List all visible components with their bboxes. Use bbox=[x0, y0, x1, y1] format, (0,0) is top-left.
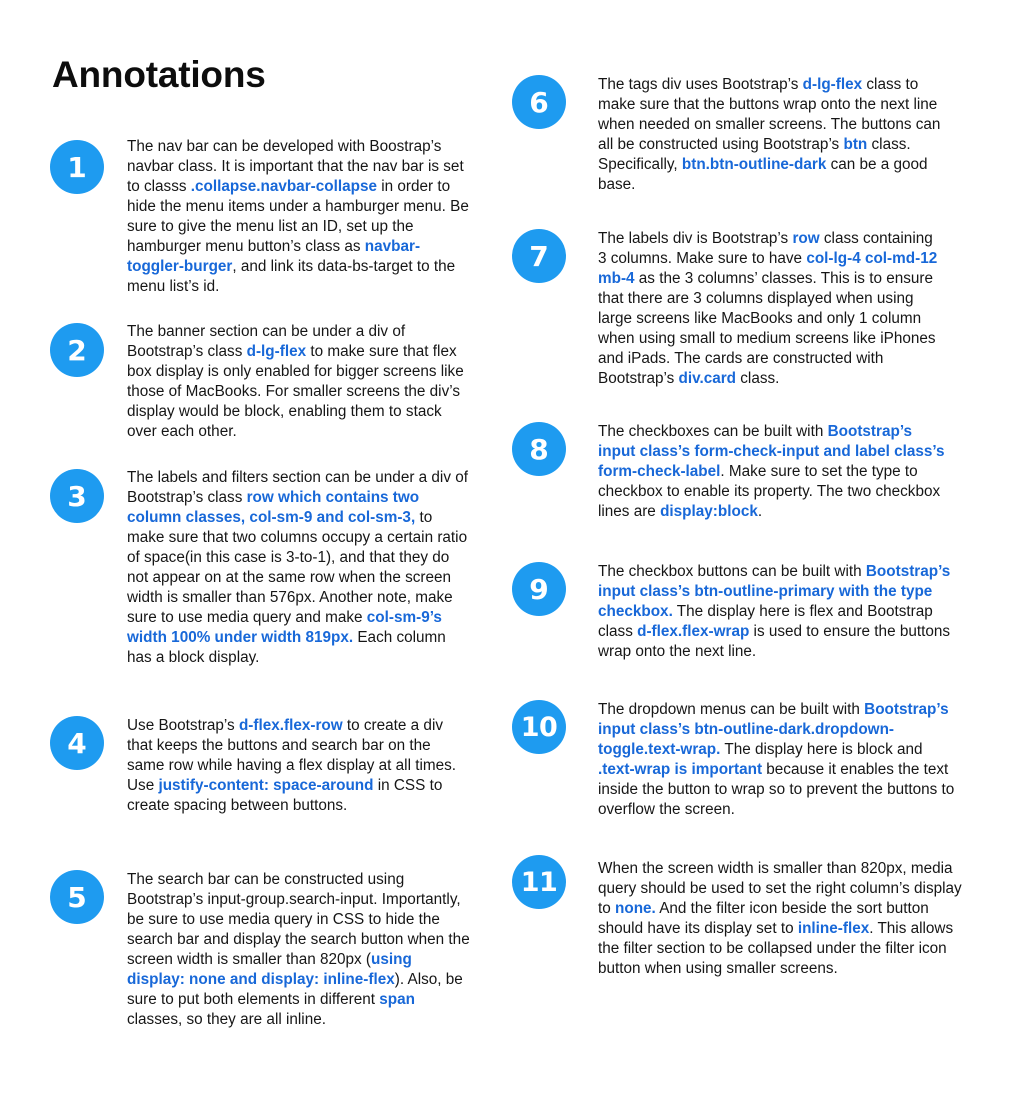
annotation-text-segment: is used to ensure the buttons wrap onto the next line. bbox=[598, 623, 951, 660]
annotation-text-segment: . Make sure to set the type to checkbox to enable its property. The two checkbox lines are bbox=[598, 463, 941, 520]
annotation-text-segment: , and link its data-bs-target to the menu list’s id. bbox=[127, 258, 456, 295]
annotation-number-badge: 6 bbox=[512, 75, 566, 129]
annotation-text bbox=[127, 137, 472, 297]
highlighted-code-term: row which contains two column classes, col-sm-9 and col-sm-3, bbox=[127, 489, 420, 526]
highlighted-code-term: d-lg-flex bbox=[246, 343, 307, 360]
annotation-text-segment: Use Bootstrap’s bbox=[127, 717, 239, 734]
annotation-text-segment: The dropdown menus can be built with bbox=[598, 701, 865, 718]
annotation-number-badge: 10 bbox=[512, 700, 566, 754]
highlighted-code-term: d-flex.flex-row bbox=[238, 717, 343, 734]
annotation-text-segment: The display here is flex and Bootstrap class bbox=[598, 603, 933, 640]
annotation-text bbox=[127, 468, 472, 668]
annotation-text bbox=[598, 75, 943, 195]
highlighted-code-term: btn bbox=[843, 136, 868, 153]
annotation-text-segment: . This allows the filter section to be collapsed under the filter icon button when using smaller screens. bbox=[598, 920, 954, 977]
annotation-number-badge: 5 bbox=[50, 870, 104, 924]
annotation-text-segment: ). Also, be sure to put both elements in different bbox=[127, 971, 463, 1008]
annotation-text-segment: class to make sure that the buttons wrap onto the next line when needed on smaller screens. The buttons can all be constructed using Bootstrap’s bbox=[598, 76, 941, 153]
highlighted-code-term: inline-flex bbox=[797, 920, 870, 937]
annotation-text-segment: because it enables the text inside the button to wrap so to prevent the buttons to overflow the screen. bbox=[598, 761, 955, 818]
annotation-text-segment: The tags div uses Bootstrap’s bbox=[598, 76, 803, 93]
annotation-text-segment: The banner section can be under a div of Bootstrap’s class bbox=[127, 323, 406, 360]
annotation-text-segment: as the 3 columns’ classes. This is to ensure that there are 3 columns displayed when using large screens like MacBooks and only 1 column when using small to medium screens like iPhones and iPads. The cards are constructed with Bootstrap’s bbox=[598, 270, 936, 387]
highlighted-code-term: Bootstrap’s input class’s btn-outline-primary with the type checkbox. bbox=[598, 563, 951, 620]
annotation-number-badge: 11 bbox=[512, 855, 566, 909]
annotation-number-badge: 3 bbox=[50, 469, 104, 523]
highlighted-code-term: row bbox=[792, 230, 820, 247]
annotation-text-segment: class containing 3 columns. Make sure to have bbox=[598, 230, 933, 267]
annotation-text bbox=[127, 716, 472, 816]
annotation-text-segment: And the filter icon beside the sort button should have its display set to bbox=[598, 900, 929, 937]
annotation-text-segment: The checkbox buttons can be built with bbox=[598, 563, 866, 580]
highlighted-code-term: navbar-toggler-burger bbox=[127, 238, 421, 275]
annotation-text-segment: The search bar can be constructed using Bootstrap’s input-group.search-input. Importantly, be sure to use media query in CSS to hide the search bar and display the search button when the screen width is smaller than 820px ( bbox=[127, 871, 470, 968]
highlighted-code-term: using display: none and display: inline-flex bbox=[127, 951, 412, 988]
annotation-text bbox=[127, 322, 472, 442]
annotation-text bbox=[598, 562, 968, 662]
annotation-text-segment: class. Specifically, bbox=[598, 136, 911, 173]
highlighted-code-term: col-sm-9’s width 100% under width 819px. bbox=[127, 609, 442, 646]
annotation-text-segment: The labels and filters section can be under a div of Bootstrap’s class bbox=[127, 469, 468, 506]
annotation-number-badge: 8 bbox=[512, 422, 566, 476]
highlighted-code-term: div.card bbox=[678, 370, 737, 387]
annotation-text bbox=[598, 859, 973, 979]
annotation-text-segment: to create a div that keeps the buttons and search bar on the same row while having a flex display at all times. Use bbox=[127, 717, 457, 794]
annotation-number-badge: 9 bbox=[512, 562, 566, 616]
page-title: Annotations bbox=[52, 54, 266, 95]
annotation-text-segment: Each column has a block display. bbox=[127, 629, 446, 666]
annotation-number-badge: 4 bbox=[50, 716, 104, 770]
highlighted-code-term: .text-wrap is important bbox=[598, 761, 763, 778]
highlighted-code-term: d-flex.flex-wrap bbox=[637, 623, 750, 640]
highlighted-code-term: span bbox=[379, 991, 415, 1008]
annotation-text-segment: When the screen width is smaller than 820px, media query should be used to set the right column’s display to bbox=[598, 860, 962, 917]
annotation-text bbox=[598, 229, 943, 389]
annotation-text-segment: . bbox=[757, 503, 763, 520]
annotation-number-badge: 2 bbox=[50, 323, 104, 377]
annotation-text-segment: in CSS to create spacing between buttons. bbox=[127, 777, 443, 814]
annotation-text-segment: to make sure that flex box display is only enabled for bigger screens like those of MacBooks. For smaller screens the div’s display would be block, enabling them to stack over each other. bbox=[127, 343, 464, 440]
annotation-text-segment: to make sure that two columns occupy a certain ratio of space(in this case is 3-to-1), and that they do not appear on at the same row when the screen width is smaller than 576px. Another note, make sure to use media query and make bbox=[127, 509, 468, 626]
annotation-text-segment: The labels div is Bootstrap’s bbox=[598, 230, 793, 247]
annotation-text-segment: class. bbox=[736, 370, 780, 387]
highlighted-code-term: justify-content: space-around bbox=[158, 777, 374, 794]
highlighted-code-term: d-lg-flex bbox=[802, 76, 863, 93]
highlighted-code-term: btn.btn-outline-dark bbox=[681, 156, 827, 173]
annotation-text-segment: The checkboxes can be built with bbox=[598, 423, 828, 440]
annotation-text-segment: The nav bar can be developed with Boostrap’s navbar class. It is important that the nav bar is set to classs bbox=[127, 138, 464, 195]
annotation-text-segment: in order to hide the menu items under a hamburger menu. Be sure to give the menu list an ID, set up the hamburger menu button’s class as bbox=[127, 178, 469, 255]
highlighted-code-term: display:block bbox=[660, 503, 758, 520]
annotation-text bbox=[598, 700, 956, 820]
annotation-text-segment: classes, so they are all inline. bbox=[127, 1011, 326, 1028]
annotation-text-segment: The display here is block and bbox=[720, 741, 923, 758]
annotation-number-badge: 1 bbox=[50, 140, 104, 194]
highlighted-code-term: Bootstrap’s input class’s btn-outline-dark.dropdown-toggle.text-wrap. bbox=[598, 701, 949, 758]
highlighted-code-term: none. bbox=[615, 900, 656, 917]
annotation-text bbox=[127, 870, 472, 1030]
highlighted-code-term: Bootstrap’s input class’s form-check-input and label class’s form-check-label bbox=[598, 423, 945, 480]
highlighted-code-term: .collapse.navbar-collapse bbox=[190, 178, 377, 195]
annotation-text-segment: can be a good base. bbox=[598, 156, 928, 193]
highlighted-code-term: col-lg-4 col-md-12 mb-4 bbox=[598, 250, 938, 287]
annotation-number-badge: 7 bbox=[512, 229, 566, 283]
annotation-text bbox=[598, 422, 953, 522]
